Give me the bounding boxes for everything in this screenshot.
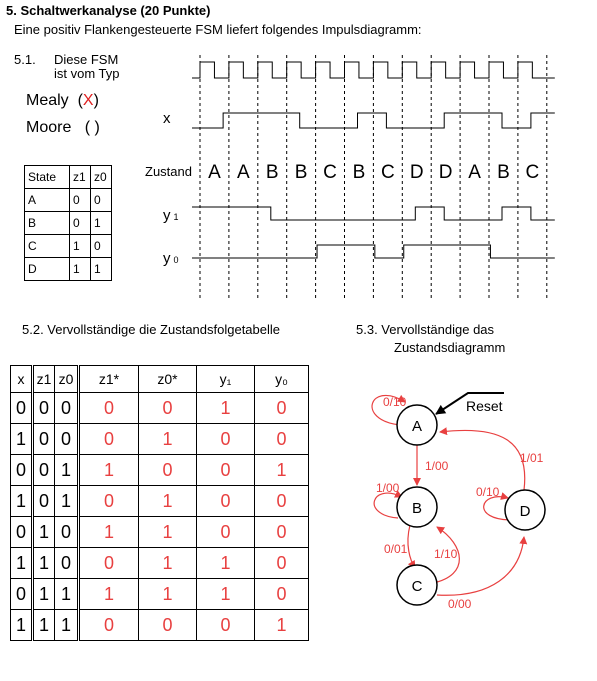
table-cell: 0 xyxy=(197,610,255,641)
table-cell: 1 xyxy=(197,548,255,579)
table-cell: 0 xyxy=(255,579,309,610)
table-cell: 0 xyxy=(255,393,309,424)
state-letter: D xyxy=(438,162,453,183)
mealy-bracket-open: ( xyxy=(77,92,83,109)
table-cell: 1 xyxy=(33,610,55,641)
edge-label-b-self: 1/00 xyxy=(376,481,400,495)
table-cell: 1 xyxy=(33,517,55,548)
table-cell: 1 xyxy=(55,579,79,610)
table-cell: 0 xyxy=(33,424,55,455)
state-letter: C xyxy=(380,162,395,183)
table-cell: 0 xyxy=(197,517,255,548)
mealy-label: Mealy xyxy=(26,92,69,109)
node-a-label: A xyxy=(411,418,423,435)
table-cell: 0 xyxy=(79,610,139,641)
table-header: z0 xyxy=(55,366,79,393)
moore-mark: ( ) xyxy=(84,119,100,136)
table-cell: C xyxy=(25,235,70,258)
table-cell: 0 xyxy=(197,424,255,455)
table-cell: 0 xyxy=(255,517,309,548)
table-cell: 1 xyxy=(55,610,79,641)
state-letter: D xyxy=(409,162,424,183)
table-cell: 0 xyxy=(11,393,33,424)
edge-b-c xyxy=(408,525,415,568)
table-cell: 0 xyxy=(11,517,33,548)
node-b-label: B xyxy=(411,500,423,517)
state-letter: C xyxy=(323,162,337,183)
table-cell: 0 xyxy=(70,189,91,212)
state-letter: A xyxy=(208,162,221,183)
state-letter: B xyxy=(265,162,279,183)
table-cell: 1 xyxy=(79,455,139,486)
table-header: y₀ xyxy=(255,366,309,393)
state-letter: B xyxy=(294,162,308,183)
table-cell: 1 xyxy=(139,579,197,610)
table-header: z1 xyxy=(33,366,55,393)
table-cell: 1 xyxy=(91,212,112,235)
section-5-3-title: 5.3. Vervollständige das xyxy=(356,322,495,337)
zustand-label: Zustand xyxy=(145,164,192,179)
table-cell: 0 xyxy=(255,486,309,517)
table-cell: 1 xyxy=(33,579,55,610)
table-cell: 0 xyxy=(197,455,255,486)
table-cell: 0 xyxy=(33,393,55,424)
section-title: 5. Schaltwerkanalyse (20 Punkte) xyxy=(6,3,211,18)
table-cell: 1 xyxy=(79,517,139,548)
table-cell: 1 xyxy=(197,579,255,610)
table-cell: 1 xyxy=(139,517,197,548)
x-label: x xyxy=(163,110,171,127)
table-cell: 0 xyxy=(33,455,55,486)
edge-c-d xyxy=(437,537,524,595)
table-cell: 1 xyxy=(139,548,197,579)
section-5-1-line2: ist vom Typ xyxy=(54,66,120,81)
edge-label-b-c: 0/01 xyxy=(384,542,408,556)
table-cell: 1 xyxy=(70,235,91,258)
table-cell: 0 xyxy=(139,610,197,641)
table-cell: 1 xyxy=(11,610,33,641)
table-cell: 0 xyxy=(11,579,33,610)
section-5-2-title: 5.2. Vervollständige die Zustandsfolgetabelle xyxy=(22,322,281,337)
moore-label: Moore xyxy=(26,119,72,136)
table-cell: 0 xyxy=(33,486,55,517)
table-cell: 1 xyxy=(33,548,55,579)
state-letter: A xyxy=(468,162,481,183)
table-cell: 0 xyxy=(55,517,79,548)
node-c-label: C xyxy=(411,578,423,595)
table-cell: 1 xyxy=(79,579,139,610)
table-cell: 0 xyxy=(79,424,139,455)
mealy-mark: X xyxy=(82,92,94,109)
table-cell: 1 xyxy=(139,424,197,455)
y1-label: y 1 xyxy=(163,207,179,224)
state-letter: C xyxy=(525,162,540,183)
table-cell: 0 xyxy=(79,548,139,579)
edge-label-d-a: 1/01 xyxy=(520,451,544,465)
table-cell: 0 xyxy=(255,548,309,579)
table-cell: 1 xyxy=(55,455,79,486)
table-header: z0 xyxy=(91,166,112,189)
table-cell: 1 xyxy=(91,258,112,281)
state-letter: B xyxy=(497,162,510,183)
table-cell: 0 xyxy=(139,393,197,424)
table-cell: 1 xyxy=(11,424,33,455)
table-cell: 1 xyxy=(197,393,255,424)
table-cell: 0 xyxy=(79,486,139,517)
table-cell: 0 xyxy=(79,393,139,424)
table-cell: 1 xyxy=(11,548,33,579)
table-cell: 0 xyxy=(255,424,309,455)
mealy-bracket-close: ) xyxy=(93,92,99,109)
edge-label-a-self: 0/10 xyxy=(383,395,407,409)
edge-label-c-b: 1/10 xyxy=(434,547,458,561)
table-header: z0* xyxy=(139,366,197,393)
table-cell: 0 xyxy=(139,455,197,486)
table-cell: 1 xyxy=(139,486,197,517)
table-cell: 0 xyxy=(55,393,79,424)
y0-label: y 0 xyxy=(163,250,179,267)
table-cell: 1 xyxy=(255,455,309,486)
section-5-3-subtitle: Zustandsdiagramm xyxy=(394,340,506,355)
node-d-label: D xyxy=(519,503,531,520)
table-cell: 1 xyxy=(55,486,79,517)
section-5-1-line1: Diese FSM xyxy=(54,52,119,67)
section-5-1-number: 5.1. xyxy=(14,52,36,67)
edge-label-a-b: 1/00 xyxy=(425,459,449,473)
intro-text: Eine positiv Flankengesteuerte FSM liefert folgendes Impulsdiagramm: xyxy=(14,22,422,37)
table-cell: D xyxy=(25,258,70,281)
table-cell: 1 xyxy=(70,258,91,281)
table-cell: 1 xyxy=(11,486,33,517)
table-cell: 0 xyxy=(55,548,79,579)
table-cell: 0 xyxy=(91,189,112,212)
table-cell: 0 xyxy=(197,486,255,517)
table-header: x xyxy=(11,366,33,393)
table-cell: 0 xyxy=(91,235,112,258)
edge-d-a xyxy=(440,430,525,490)
table-header: y₁ xyxy=(197,366,255,393)
table-header: State xyxy=(25,166,70,189)
state-letter: A xyxy=(237,162,250,183)
table-cell: 0 xyxy=(11,455,33,486)
edge-label-d-self: 0/10 xyxy=(476,485,500,499)
table-cell: 0 xyxy=(70,212,91,235)
table-header: z1* xyxy=(79,366,139,393)
edge-label-c-d: 0/00 xyxy=(448,597,472,611)
state-letter: B xyxy=(352,162,366,183)
reset-label: Reset xyxy=(466,398,503,414)
table-cell: A xyxy=(25,189,70,212)
table-cell: B xyxy=(25,212,70,235)
table-header: z1 xyxy=(70,166,91,189)
table-cell: 1 xyxy=(255,610,309,641)
table-cell: 0 xyxy=(55,424,79,455)
